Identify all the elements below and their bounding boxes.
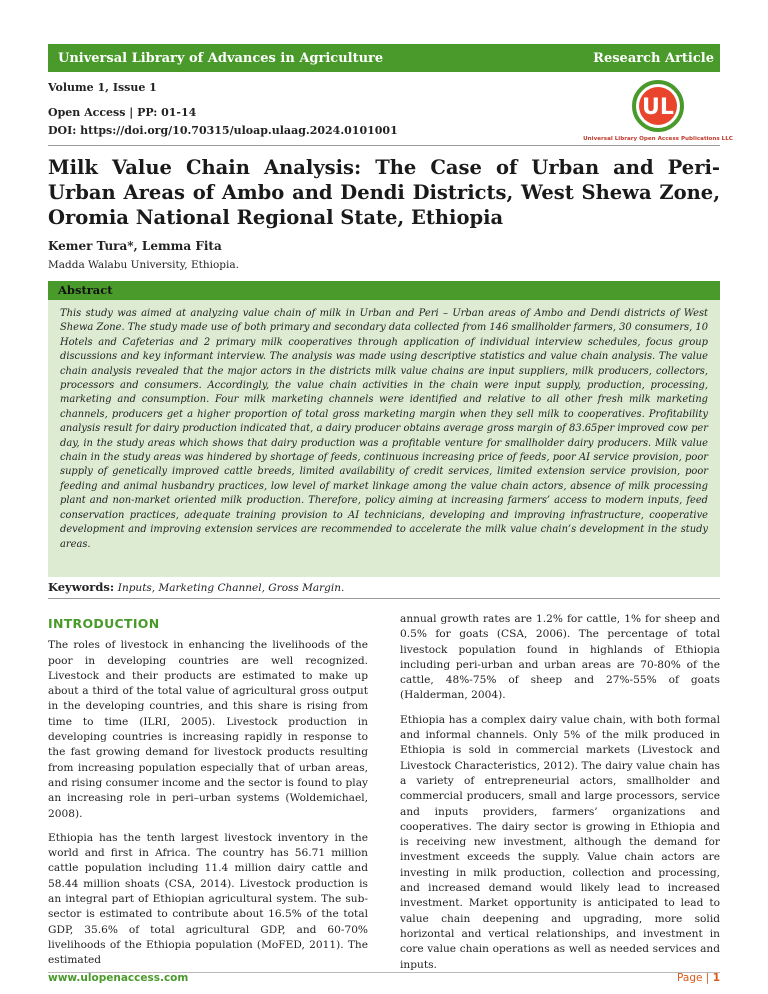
journal-name: Universal Library of Advances in Agriculture: [58, 50, 384, 66]
journal-header-bar: [48, 44, 720, 72]
doi-link[interactable]: DOI: https://doi.org/10.70315/uloap.ulaag.2024.0101001: [48, 124, 398, 137]
body-column-left: [48, 612, 368, 978]
logo-caption: Universal Library Open Access Publications LLC: [583, 136, 733, 142]
authors: Kemer Tura*, Lemma Fita: [48, 239, 222, 253]
article-title: Milk Value Chain Analysis: The Case of Urban and Peri-Urban Areas of Ambo and Dendi Districts, West Shewa Zone, Oromia National Regional State, Ethiopia: [48, 156, 720, 229]
paragraph: Ethiopia has a complex dairy value chain, with both formal and informal channels. Only 5% of the milk produced in Ethiopia is sold in commercial markets (Livestock and Livestock Characteristics, 2012). The dairy value chain has a variety of entrepreneurial actors, smallholder and commercial producers, small and large processors, service and inputs providers, farmers’ organizations and cooperatives. The dairy sector is growing in Ethiopia and is receiving new investment, although the demand for investment exceeds the supply. Value chain actors are investing in milk production, collection and processing, and increased demand would likely lead to increased investment. Market opportunity is anticipated to lead to value chain deepening and upgrading, more solid horizontal and vertical relationships, and investment in core value chain operations as well as needed services and inputs.: [400, 713, 720, 971]
footer-url[interactable]: www.ulopenaccess.com: [48, 972, 189, 984]
affiliation: Madda Walabu University, Ethiopia.: [48, 259, 239, 271]
logo-letters: UL: [642, 95, 674, 120]
body-column-right: [400, 612, 720, 982]
paragraph: annual growth rates are 1.2% for cattle, 1% for sheep and 0.5% for goats (CSA, 2006). The percentage of total livestock population found in highlands of Ethiopia including peri-urban and urban areas are 70-80% of the cattle, 48%-75% of sheep and 27%-55% of goats (Halderman, 2004).: [400, 613, 720, 702]
section-heading: INTRODUCTION: [48, 616, 160, 631]
keywords-text: Inputs, Marketing Channel, Gross Margin.: [117, 582, 345, 594]
keywords: [48, 580, 344, 594]
publisher-logo: [583, 80, 733, 146]
paragraph: Ethiopia has the tenth largest livestock inventory in the world and first in Africa. The country has 56.71 million cattle population including 11.4 million dairy cattle and 58.44 million shoats (CSA, 2014). Livestock production is an integral part of Ethiopian agricultural system. The sub-sector is estimated to contribute about 16.5% of the total GDP, 35.6% of total agricultural GDP, and 60-70% livelihoods of the Ethiopia population (MoFED, 2011). The estimated: [48, 831, 368, 967]
abstract-box: [48, 300, 720, 577]
keywords-divider: [48, 598, 720, 599]
page-label: Page |: [677, 972, 710, 984]
article-type: Research Article: [593, 50, 714, 66]
access-info: Open Access | PP: 01-14: [48, 106, 197, 119]
abstract-heading: Abstract: [48, 281, 720, 300]
keywords-label: Keywords:: [48, 580, 115, 594]
header-divider: [48, 145, 720, 146]
volume-info: Volume 1, Issue 1: [48, 81, 157, 94]
page-number: [677, 972, 720, 984]
abstract-text: This study was aimed at analyzing value chain of milk in Urban and Peri – Urban areas of Ambo and Dendi districts of West Shewa Zone. The study made use of both primary and secondary data collected from 146 smallholder farmers, 30 consumers, 10 Hotels and Cafeterias and 2 primary milk cooperatives through application of individual interview schedules, focus group discussions and key informant interview. The analysis was made using descriptive statistics and value chain analysis. The value chain analysis revealed that the major actors in the districts milk value chains are input suppliers, milk producers, collectors, processors and consumers. Accordingly, the value chain activities in the chain were input supply, production, processing, marketing and consumption. Four milk marketing channels were identified and relative to all other fresh milk marketing channels, producers get a higher proportion of total gross marketing margin when they sell milk to cooperatives. Profitability analysis result for dairy production indicated that, a dairy producer obtains average gross margin of 83.65per improved cow per day, in the study areas which shows that dairy production was a profitable venture for smallholder dairy producers. Milk value chain in the study areas was hindered by shortage of feeds, continuous increasing price of feeds, poor AI service provision, poor supply of genetically improved cattle breeds, limited availability of credit services, limited extension service provision, poor feeding and animal husbandry practices, low level of market linkage among the value chain actors, absence of milk processing plant and non-market oriented milk production. Therefore, policy aiming at increasing farmers’ access to modern inputs, feed conservation practices, adequate training provision to AI technicians, developing and improving infrastructure, cooperative development and improving extension services are recommended to accelerate the milk value chain’s development in the study areas.: [60, 308, 708, 550]
page-number-value: 1: [712, 972, 720, 984]
paragraph: The roles of livestock in enhancing the livelihoods of the poor in developing countries are well recognized. Livestock and their products are estimated to make up about a third of the total value of agricultural gross output in the developing countries, and this share is rising from time to time (ILRI, 2005). Livestock production in developing countries is increasing rapidly in response to the fast growing demand for livestock products resulting from increasing population especially that of urban areas, and rising consumer income and the sector is found to play an increasing role in peri–urban systems (Woldemichael, 2008).: [48, 639, 368, 820]
